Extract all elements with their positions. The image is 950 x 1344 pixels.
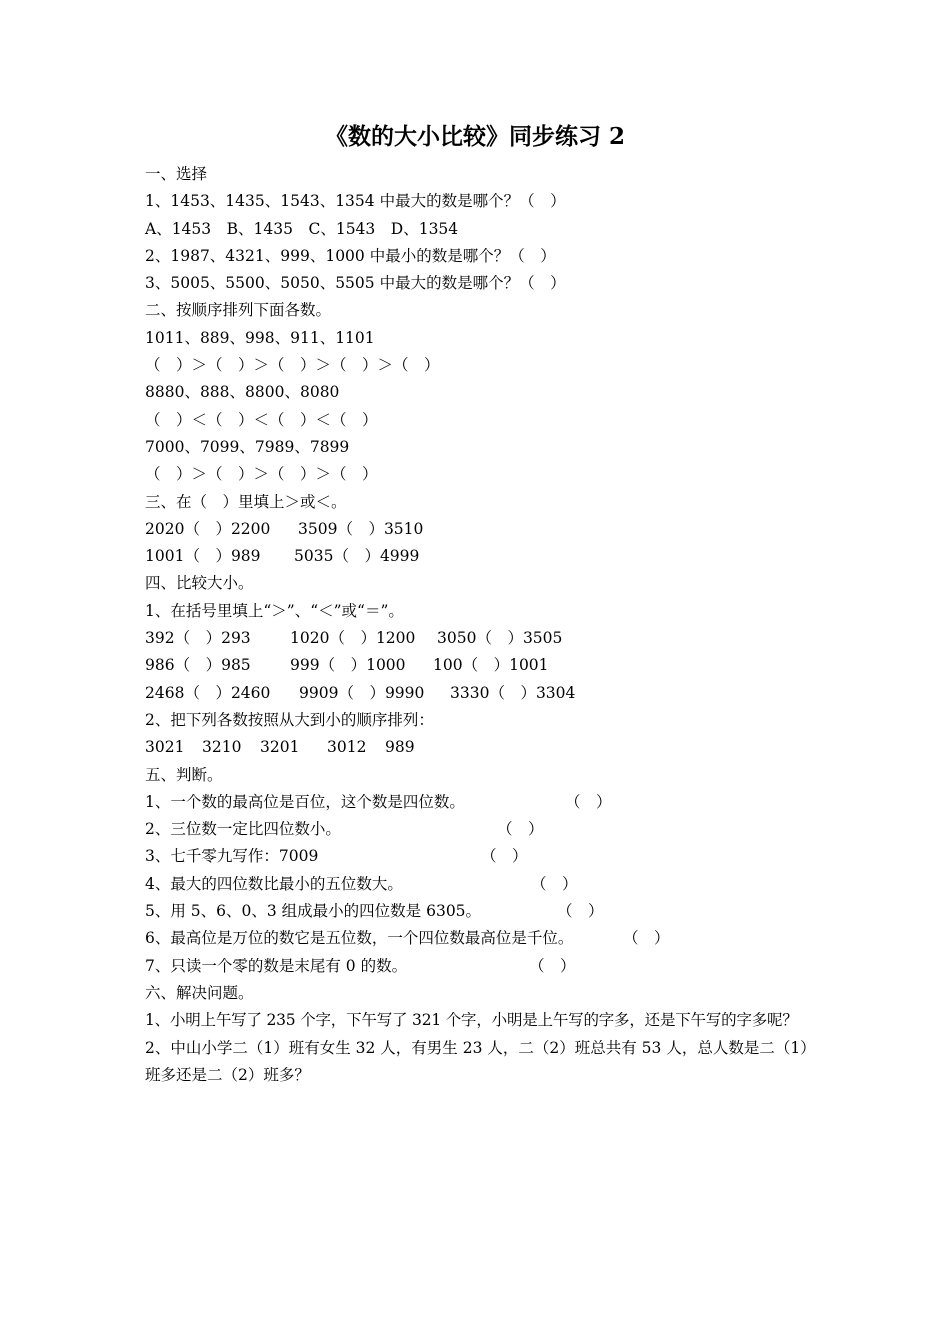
s4-number: 3201: [260, 738, 300, 757]
s4-comparison: 100（ ）1001: [433, 656, 549, 675]
answer-paren: （ ）: [565, 792, 612, 811]
s4-number: 989: [385, 738, 415, 757]
judgement-item: [145, 789, 825, 816]
judgement-item: [145, 843, 825, 870]
s6-problem-1: 1、小明上午写了 235 个字，下午写了 321 个字，小明是上午写的字多，还是下午写的字多呢？: [145, 1011, 798, 1030]
s4-row-1: [145, 625, 825, 652]
s4-number: 3210: [202, 738, 242, 757]
page-title: 《数的大小比较》同步练习 2: [324, 123, 625, 150]
s2-group-1-blanks: （ ）＞（ ）＞（ ）＞（ ）＞（ ）: [145, 356, 440, 375]
s4-comparison: 1020（ ）1200: [290, 629, 416, 648]
answer-paren: （ ）: [497, 820, 544, 839]
s3-comparison: 5035（ ）4999: [294, 547, 420, 566]
s4-question-1: 1、在括号里填上“＞”、“＜”或“＝”。: [145, 601, 404, 620]
s1-question-2: 2、1987、4321、999、1000 中最小的数是哪个？（ ）: [145, 246, 556, 265]
s2-group-3-blanks: （ ）＞（ ）＞（ ）＞（ ）: [145, 465, 378, 484]
s3-row-2: [145, 543, 825, 570]
s3-comparison: 3509（ ）3510: [298, 519, 424, 538]
s1-question-1-options: A、1453 B、1435 C、1543 D、1354: [145, 219, 459, 238]
section-2-heading: 二、按顺序排列下面各数。: [145, 301, 332, 320]
judgement-text: 2、三位数一定比四位数小。: [145, 820, 341, 839]
section-5-heading: 五、判断。: [145, 765, 223, 784]
answer-paren: （ ）: [623, 929, 670, 948]
s4-question-2: 2、把下列各数按照从大到小的顺序排列：: [145, 710, 434, 729]
s1-question-1: 1、1453、1435、1543、1354 中最大的数是哪个？（ ）: [145, 192, 566, 211]
judgement-item: [145, 953, 825, 980]
judgement-text: 5、用 5、6、0、3 组成最小的四位数是 6305。: [145, 902, 482, 921]
judgement-text: 1、一个数的最高位是百位，这个数是四位数。: [145, 792, 465, 811]
section-6-heading: 六、解决问题。: [145, 983, 254, 1002]
s1-question-3: 3、5005、5500、5050、5505 中最大的数是哪个？（ ）: [145, 274, 566, 293]
answer-paren: （ ）: [557, 902, 604, 921]
answer-paren: （ ）: [529, 956, 576, 975]
s4-comparison: 999（ ）1000: [290, 656, 406, 675]
s2-group-1-numbers: 1011、889、998、911、1101: [145, 328, 375, 347]
s2-group-2-blanks: （ ）＜（ ）＜（ ）＜（ ）: [145, 410, 378, 429]
s4-comparison: 3330（ ）3304: [450, 683, 576, 702]
s4-number-list: [145, 734, 825, 761]
section-3-heading: 三、在（ ）里填上＞或＜。: [145, 492, 347, 511]
section-4-heading: 四、比较大小。: [145, 574, 254, 593]
s3-comparison: 2020（ ）2200: [145, 519, 271, 538]
s4-row-3: [145, 680, 825, 707]
s4-number: 3021: [145, 738, 185, 757]
answer-paren: （ ）: [481, 847, 528, 866]
s4-comparison: 3050（ ）3505: [437, 629, 563, 648]
judgement-item: [145, 816, 825, 843]
judgement-item: [145, 871, 825, 898]
s4-number: 3012: [327, 738, 367, 757]
judgement-item: [145, 925, 825, 952]
s4-comparison: 986（ ）985: [145, 656, 251, 675]
judgement-text: 6、最高位是万位的数它是五位数，一个四位数最高位是千位。: [145, 929, 574, 948]
s4-comparison: 392（ ）293: [145, 629, 251, 648]
section-1-heading: 一、选择: [145, 165, 208, 183]
s4-comparison: 2468（ ）2460: [145, 683, 271, 702]
s4-row-2: [145, 652, 825, 679]
s3-row-1: [145, 516, 825, 543]
judgement-text: 4、最大的四位数比最小的五位数大。: [145, 874, 403, 893]
s6-problem-2: 2、中山小学二（1）班有女生 32 人，有男生 23 人，二（2）班总共有 53 人，总人数是二（1）班多还是二（2）班多？: [145, 1038, 816, 1084]
s2-group-3-numbers: 7000、7099、7989、7899: [145, 437, 350, 456]
s4-comparison: 9909（ ）9990: [299, 683, 425, 702]
judgement-text: 7、只读一个零的数是末尾有 0 的数。: [145, 956, 408, 975]
judgement-item: [145, 898, 825, 925]
judgement-text: 3、七千零九写作：7009: [145, 847, 319, 866]
answer-paren: （ ）: [531, 874, 578, 893]
s2-group-2-numbers: 8880、888、8800、8080: [145, 383, 340, 402]
worksheet-content: [145, 161, 825, 1089]
s3-comparison: 1001（ ）989: [145, 547, 261, 566]
